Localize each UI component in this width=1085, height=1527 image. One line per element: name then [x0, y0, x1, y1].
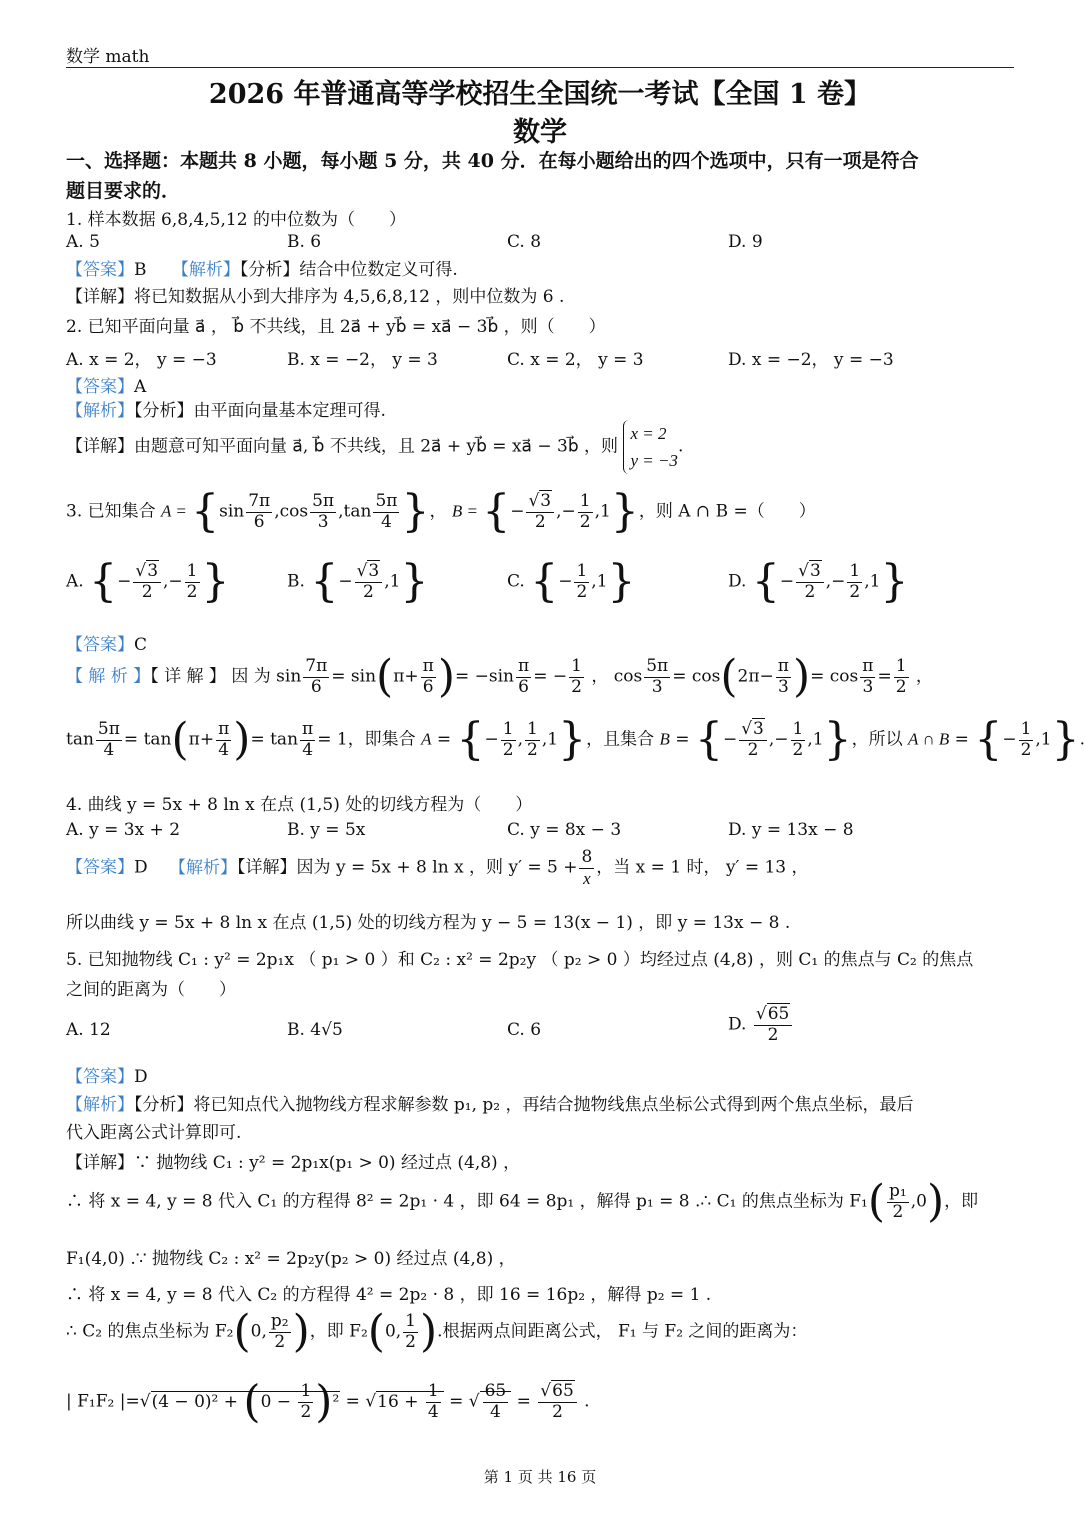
q4-option-c: C. y = 8x − 3 — [507, 820, 622, 840]
q1-option-a: A. 5 — [66, 232, 100, 252]
q3-stem-pre: 3. 已知集合 — [66, 501, 156, 522]
q5-stem-1: 5. 已知抛物线 C₁ : y² = 2p₁x （ p₁ > 0 ）和 C₂ : x² = 2p₂y （ p₂ > 0 ）均经过点 (4,8) ，则 C₁ 的焦点与 C₂ 的焦点 — [66, 950, 974, 970]
answer-tag: 【答案】 — [66, 857, 134, 878]
q5-answer-line — [66, 1062, 148, 1087]
q2-analysis-line — [66, 396, 386, 421]
q3-detail-2: tan $\frac{5\pi}{4}$ = tan(π+ $\frac{\pi}{4}$ )= tan $\frac{\pi}{4}$ = 1，即集合 A = {− $\frac{1}{2}$ , $\frac{1}{2}$ ,1}，且集合 B = {− $\frac{√3}{2}$ ,− $\frac{1}{2}$ ,1}，所以 A ∩ B = {− $\frac{1}{2}$ ,1}. — [66, 714, 1085, 765]
q2-equation-system — [623, 420, 678, 474]
q5-analysis-1 — [66, 1090, 914, 1115]
q3-option-a: A. {− $\frac{√3}{2}$ ,− $\frac{1}{2}$ } — [66, 556, 230, 607]
q3-option-d: D. {− $\frac{√3}{2}$ ,− $\frac{1}{2}$ ,1} — [728, 556, 909, 607]
answer-tag: 【答案】 — [66, 377, 134, 397]
q2-option-b: B. x = −2， y = 3 — [287, 350, 438, 370]
q1-option-c: C. 8 — [507, 232, 542, 252]
answer-value: D — [134, 1067, 148, 1087]
answer-tag: 【答案】 — [66, 260, 134, 280]
q5-detail-5: ∴ C₂ 的焦点坐标为 F₂(0, $\frac{\text{p₂}}{2}$ )，即 F₂(0, $\frac{1}{2}$ ).根据两点间距离公式， F₁ 与 F₂ 之间的距离为： — [66, 1306, 808, 1357]
q3-stem-post: ，则 A ∩ B =（ ） — [638, 501, 816, 522]
q4-option-a: A. y = 3x + 2 — [66, 820, 181, 840]
sys-eq-1: x = 2 — [630, 424, 667, 443]
q4-detail-2: 所以曲线 y = 5x + 8 ln x 在点 (1,5) 处的切线方程为 y − 5 = 13(x − 1) ，即 y = 13x − 8 . — [66, 913, 791, 933]
q5-option-d: D. $\frac{√65}{2}$ — [728, 1005, 794, 1045]
q3-detail-1: 【 解 析 】【 详 解 】 因 为 sin $\frac{7\pi}{6}$ = sin(π+ $\frac{\pi}{6}$ )= −sin $\frac{\pi}{6}$ = − $\frac{1}{2}$ ， cos $\frac{5\pi}{3}$ = cos(2π− $\frac{\pi}{3}$ )= cos $\frac{\pi}{3}$ = $\frac{1}{2}$ ， — [66, 651, 933, 702]
section-heading-cont: 题目要求的． — [66, 180, 181, 202]
q5-detail-4: ∴ 将 x = 4, y = 8 代入 C₂ 的方程得 4² = 2p₂ · 8 ，即 16 = 16p₂ ，解得 p₂ = 1 . — [66, 1285, 712, 1305]
analysis-tag: 【解析】 — [169, 857, 238, 878]
q2-detail-text: 【详解】由题意可知平面向量 a⃗, b⃗ 不共线，且 2a⃗ + yb⃗ = xa⃗ − 3b⃗ ，则 — [66, 436, 619, 457]
exam-title: 2026 年普通高等学校招生全国统一考试【全国 1 卷】 — [208, 79, 872, 110]
q5-detail-2: ∴ 将 x = 4, y = 8 代入 C₁ 的方程得 8² = 2p₁ · 4 ，即 64 = 8p₁ ，解得 p₁ = 8 .∴ C₁ 的焦点坐标为 F₁( $\frac{\text{p₁}}{2}$ ,0)，即 — [66, 1176, 979, 1227]
q3-answer-line — [66, 630, 147, 655]
q4-option-b: B. y = 5x — [287, 820, 366, 840]
q1-detail: 【详解】将已知数据从小到大排序为 4,5,6,8,12 ，则中位数为 6 . — [66, 287, 565, 307]
analysis-tag: 【解析】 — [66, 401, 134, 421]
exam-subtitle: 数学 — [513, 117, 567, 148]
analysis-text: 【分析】由平面向量基本定理可得. — [134, 401, 386, 421]
q2-option-c: C. x = 2， y = 3 — [507, 350, 644, 370]
q1-answer-line — [66, 255, 458, 280]
answer-tag: 【答案】 — [66, 635, 134, 655]
q5-analysis-2: 代入距离公式计算即可. — [66, 1123, 242, 1143]
header-subject: 数学 math — [66, 47, 150, 67]
q2-detail — [66, 420, 683, 474]
q3-stem: 3. 已知集合 A = {sin $\frac{7\pi}{6}$ ,cos $\frac{5\pi}{3}$ ,tan $\frac{5\pi}{4}$ }， B = {− $\frac{√3}{2}$ ,− $\frac{1}{2}$ ,1}，则 A ∩ B =（ ） — [66, 486, 816, 537]
q4-detail-b: ，当 x = 1 时， y′ = 13 ， — [596, 857, 809, 878]
q1-stem: 1. 样本数据 6,8,4,5,12 的中位数为（ ） — [66, 210, 406, 230]
q2-detail-end: . — [677, 436, 684, 457]
analysis-text: 【分析】结合中位数定义可得. — [239, 260, 458, 280]
answer-tag: 【答案】 — [66, 1067, 134, 1087]
page-footer: 第 1 页 共 16 页 — [483, 1468, 597, 1486]
q2-stem: 2. 已知平面向量 a⃗ ， b⃗ 不共线，且 2a⃗ + yb⃗ = xa⃗ − 3b⃗ ，则（ ） — [66, 317, 606, 337]
q4-option-d: D. y = 13x − 8 — [728, 820, 854, 840]
analysis-tag: 【解析】 — [171, 260, 240, 280]
q5-detail-6: | F₁F₂ |=√(4 − 0)² + (0 − $\frac{1}{2}$ )² = √16 + $\frac{1}{4}$ = √ $\frac{65}{4}$ = $\frac{√65}{2}$ . — [66, 1376, 590, 1427]
q4-stem: 4. 曲线 y = 5x + 8 ln x 在点 (1,5) 处的切线方程为（ ） — [66, 795, 533, 815]
q5-stem-2: 之间的距离为（ ） — [66, 980, 236, 1000]
answer-value: C — [134, 635, 148, 655]
q5-option-a: A. 12 — [66, 1020, 111, 1040]
q1-option-b: B. 6 — [287, 232, 322, 252]
q5-option-c: C. 6 — [507, 1020, 542, 1040]
q3-option-c: C. {− $\frac{1}{2}$ ,1} — [507, 556, 636, 607]
q4-answer-line: 【答案】D 【解析】【详解】因为 y = 5x + 8 ln x ，则 y′ = 5 + $\frac{8}{x}$ ，当 x = 1 时， y′ = 13 ， — [66, 847, 809, 888]
q2-option-a: A. x = 2， y = −3 — [66, 350, 217, 370]
analysis-tag: 【 解 析 】 — [66, 666, 151, 687]
analysis-text: 【分析】将已知点代入抛物线方程求解参数 p₁, p₂ ，再结合抛物线焦点坐标公式得到两个焦点坐标，最后 — [134, 1095, 914, 1115]
q5-option-b: B. 4√5 — [287, 1020, 343, 1040]
sys-eq-2: y = −3 — [630, 451, 678, 471]
answer-value: D — [134, 857, 148, 878]
section-heading: 一、选择题：本题共 8 小题，每小题 5 分，共 40 分．在每小题给出的四个选项中，只有一项是符合 — [66, 150, 919, 172]
q2-option-d: D. x = −2， y = −3 — [728, 350, 894, 370]
detail-tag: 【 详 解 】 因 为 — [150, 666, 271, 687]
analysis-tag: 【解析】 — [66, 1095, 134, 1115]
q5-detail-3: F₁(4,0) .∵ 抛物线 C₂ : x² = 2p₂y(p₂ > 0) 经过点 (4,8) ， — [66, 1249, 516, 1269]
q3-stem-mid: ， — [429, 501, 452, 522]
q1-option-d: D. 9 — [728, 232, 763, 252]
q3-option-b: B. {− $\frac{√3}{2}$ ,1} — [287, 556, 429, 607]
answer-value: A — [134, 377, 147, 397]
q2-answer-line — [66, 372, 146, 397]
q5-detail-1: 【详解】∵ 抛物线 C₁ : y² = 2p₁x(p₁ > 0) 经过点 (4,8) ， — [66, 1153, 521, 1173]
answer-value: B — [134, 260, 147, 280]
q4-detail-a: 【详解】因为 y = 5x + 8 ln x ，则 y′ = 5 + — [237, 857, 578, 878]
header-rule — [66, 67, 1014, 68]
